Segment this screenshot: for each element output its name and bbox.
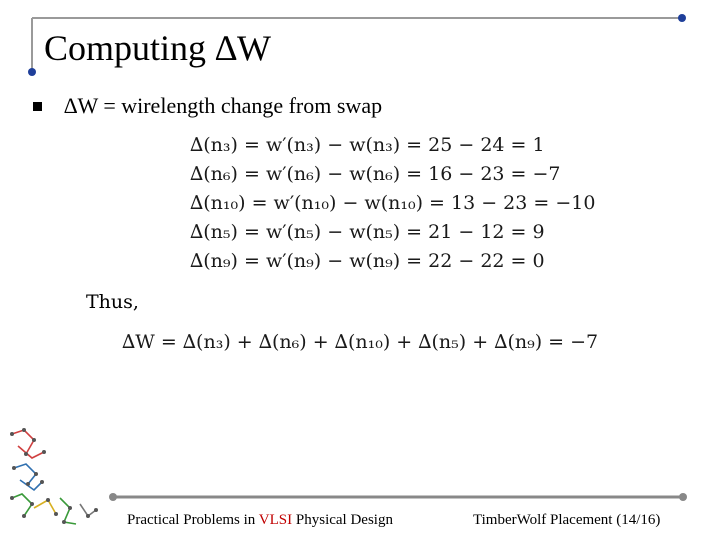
bullet-text: ∆W = wirelength change from swap [64, 93, 383, 118]
footer-course [127, 510, 393, 530]
footer-course-highlight: VLSI [258, 512, 293, 528]
footer-dot-left [109, 493, 117, 501]
slide-title: Computing ∆W [44, 28, 272, 68]
footer-course-prefix: Practical Problems in [127, 512, 259, 528]
footer-dot-right [679, 493, 687, 501]
frame-dot-left [28, 68, 36, 76]
equation-n3: ∆(n₃) = w′(n₃) − w(n₃) = 25 − 24 = 1 [190, 134, 545, 156]
thus-label: Thus, [86, 291, 139, 313]
footer-course-suffix: Physical Design [292, 512, 393, 528]
result-equation: ∆W = ∆(n₃) + ∆(n₆) + ∆(n₁₀) + ∆(n₅) + ∆(n₉) = −7 [122, 331, 599, 353]
bullet-square-icon [33, 102, 42, 111]
frame-dot-right [678, 14, 686, 22]
equation-n5: ∆(n₅) = w′(n₅) − w(n₅) = 21 − 12 = 9 [190, 221, 545, 243]
equation-n9: ∆(n₉) = w′(n₉) − w(n₉) = 22 − 22 = 0 [190, 250, 545, 272]
circuit-graph-logo-icon [4, 424, 104, 532]
equation-n10: ∆(n₁₀) = w′(n₁₀) − w(n₁₀) = 13 − 23 = −10 [190, 192, 596, 214]
equation-n6: ∆(n₆) = w′(n₆) − w(n₆) = 16 − 23 = −7 [190, 163, 561, 185]
footer-section: TimberWolf Placement (14/16) [473, 512, 661, 528]
